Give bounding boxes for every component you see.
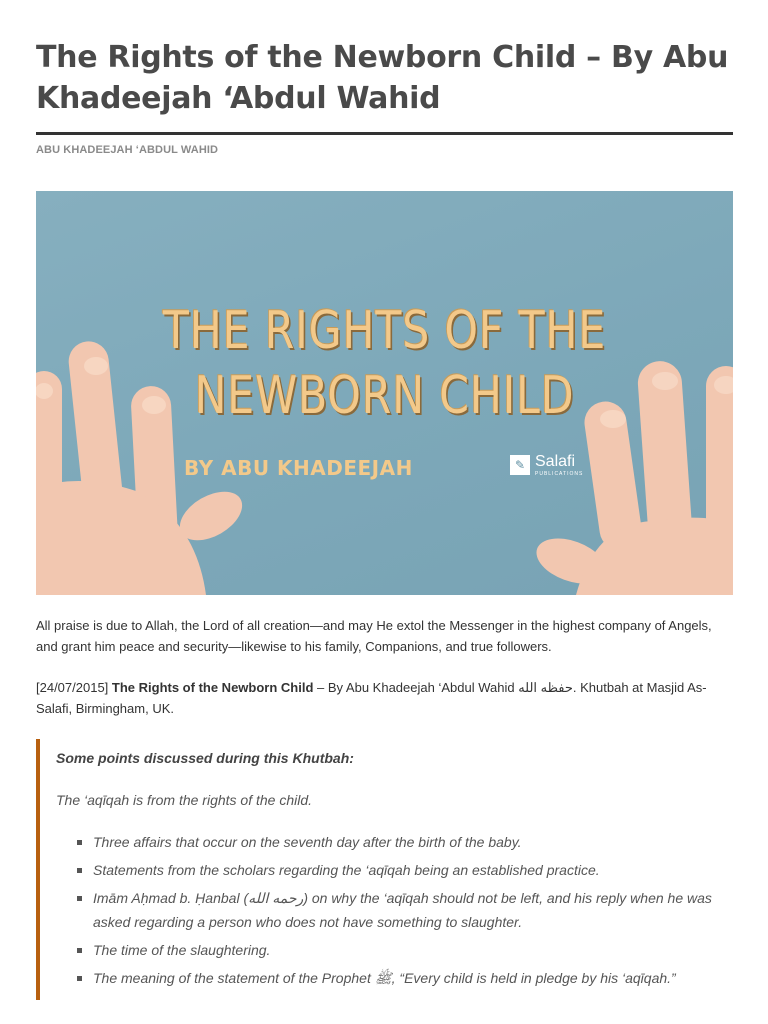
hero-byline: BY ABU KHADEEJAH — [184, 456, 413, 480]
list-item: The meaning of the statement of the Prophet ﷺ, “Every child is held in pledge by his ‘aqīqah.” — [77, 966, 733, 990]
hero-title-line1: THE RIGHTS OF THE — [162, 301, 607, 361]
title-divider — [36, 132, 733, 135]
hero-image — [36, 191, 733, 595]
hero-title-line2: NEWBORN CHILD — [194, 366, 575, 426]
intro-paragraph: All praise is due to Allah, the Lord of all creation—and may He extol the Messenger in the highest company of Angels, and grant him peace and security—likewise to his family, Companions, and true followers. — [36, 618, 712, 654]
khutbah-title: The Rights of the Newborn Child — [111, 680, 314, 695]
blockquote — [36, 739, 733, 1000]
khutbah-details: – By Abu Khadeejah ‘Abdul Wahid حفظه الله. Khutbah at Masjid As-Salafi, Birmingham, UK. — [36, 680, 707, 716]
author-link[interactable]: ABU KHADEEJAH ‘ABDUL WAHID — [36, 144, 219, 156]
blockquote-intro: The ‘aqīqah is from the rights of the child. — [56, 792, 313, 808]
khutbah-info-paragraph — [36, 677, 733, 719]
list-item: The time of the slaughtering. — [77, 938, 733, 962]
list-item: Three affairs that occur on the seventh day after the birth of the baby. — [77, 830, 733, 854]
page-title: The Rights of the Newborn Child – By Abu Khadeejah ‘Abdul Wahid — [36, 40, 729, 116]
blockquote-heading: Some points discussed during this Khutbah: — [56, 750, 354, 766]
logo-sub: PUBLICATIONS — [535, 471, 584, 477]
salafi-publications-logo — [510, 453, 583, 477]
list-item: Statements from the scholars regarding the ‘aqīqah being an established practice. — [77, 858, 733, 882]
article — [36, 0, 733, 1000]
list-item: Imām Aḥmad b. Ḥanbal (رحمه الله) on why the ‘aqīqah should not be left, and his reply when he was asked regarding a person who does not have something to slaughter. — [77, 886, 733, 934]
book-icon: ✎ — [510, 455, 530, 475]
logo-name: Salafi — [535, 453, 576, 470]
khutbah-date: [24/07/2015] — [36, 680, 112, 695]
points-list — [56, 830, 733, 990]
